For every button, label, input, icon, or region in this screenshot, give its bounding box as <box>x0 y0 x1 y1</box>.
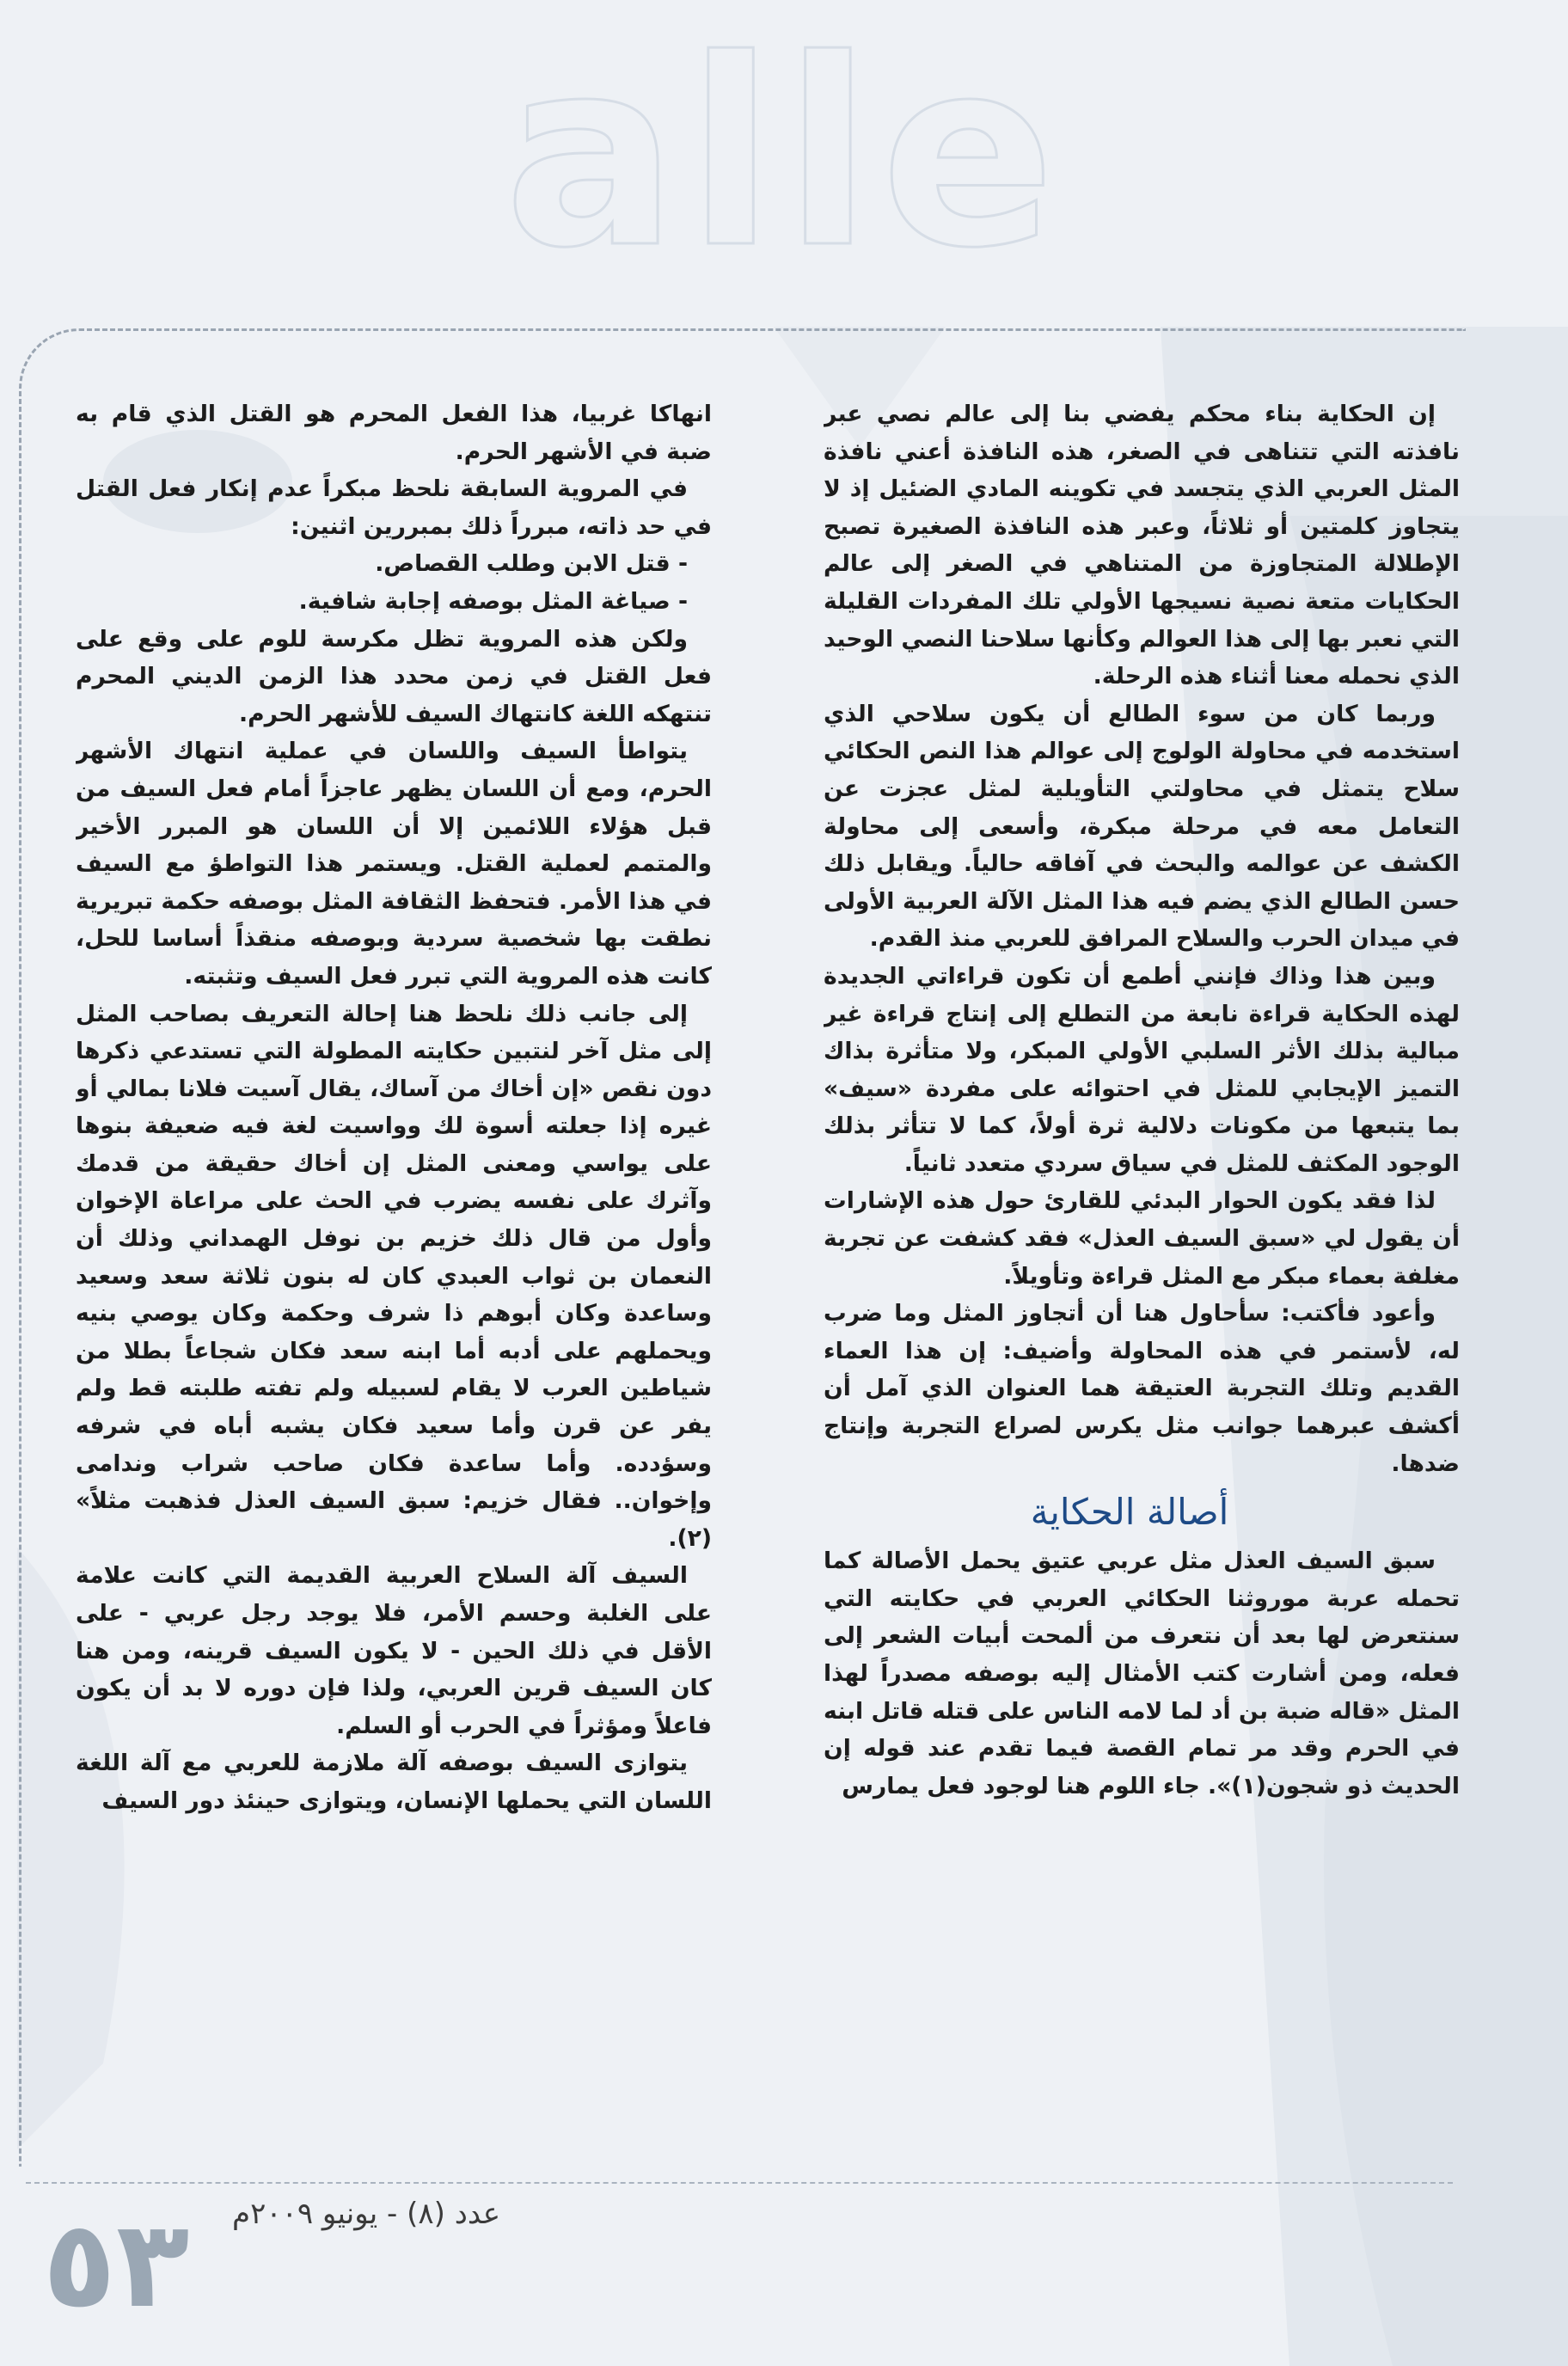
article-column-right <box>824 395 1460 2149</box>
paragraph: ولكن هذه المروية تظل مكرسة للوم على وقع على فعل القتل في زمن محدد هذا الزمن الديني المحرم تنتهكه اللغة كانتهاك السيف للأشهر الحرم. <box>76 625 712 727</box>
paragraph: يتوازى السيف بوصفه آلة ملازمة للعربي مع آلة اللغة اللسان التي يحملها الإنسان، ويتوازى حينئذ دور السيف <box>76 1750 712 1814</box>
article-column-left <box>76 395 712 2149</box>
section-heading: أصالة الحكاية <box>1030 1491 1229 1534</box>
paragraph: سبق السيف العذل مثل عربي عتيق يحمل الأصالة كما تحمله عربة موروثنا الحكائي العربي في حكايته التي سنتعرض لها بعد أن نتعرف من ألمحت أبيات الشعر إلى فعله، ومن أشارت كتب الأمثال إليه بوصفه مصدراً لهذا المثل «قاله ضبة بن أد لما لامه الناس على قتله قاتل ابنه في الحرم وقد مر تمام القصة فيما تقدم عند قوله إن الحديث ذو شجون(١)». جاء اللوم هنا لوجود فعل يمارس <box>824 1548 1460 1799</box>
paragraph: يتواطأ السيف واللسان في عملية انتهاك الأشهر الحرم، ومع أن اللسان يظهر عاجزاً أمام فعل السيف من قبل هؤلاء اللائمين إلا أن اللسان هو المبرر الأخير والمتمم لعملية القتل. ويستمر هذا التواطؤ مع السيف في هذا الأمر. فتحفظ الثقافة المثل بوصفه حكمة تبريرية نطقت بها شخصية سردية وبوصفه منقذاً أساسا للحل، كانت هذه المروية التي تبرر فعل السيف وتثبته. <box>76 738 712 990</box>
paragraph: لذا فقد يكون الحوار البدئي للقارئ حول هذه الإشارات أن يقول لي «سبق السيف العذل» فقد كشفت عن تجربة مغلفة بعماء مبكر مع المثل قراءة وتأويلاً. <box>824 1187 1460 1290</box>
issue-info: عدد (٨) - يونيو ٢٠٠٩م <box>232 2197 501 2231</box>
paragraph: إن الحكاية بناء محكم يفضي بنا إلى عالم نصي عبر نافذته التي تتناهى في الصغر، هذه النافذة أعني نافذة المثل العربي الذي يتجسد في تكوينه المادي الضئيل إذ لا يتجاوز كلمتين أو ثلاثاً، وعبر هذه النافذة الصغيرة تصبح الإطلالة المتجاوزة من المتناهي في الصغر إلى عالم الحكايات متعة نصية نسيجها الأولي تلك المفردات القليلة التي نعبر بها إلى هذا العوالم وكأنها سلاحنا النصي الوحيد الذي نحمله معنا أثناء هذه الرحلة. <box>824 401 1460 690</box>
list-item: - صياغة المثل بوصفه إجابة شافية. <box>298 587 688 615</box>
paragraph: إلى جانب ذلك نلحظ هنا إحالة التعريف بصاحب المثل إلى مثل آخر لنتبين حكايته المطولة التي تستدعي ذكرها دون نقص «إن أخاك من آساك، يقال آسيت فلانا بمالي أو غيره إذا جعلته أسوة لك وواسيت لغة فيه ضعيفة بنوها على يواسي ومعنى المثل إن أخاك حقيقة من قدمك وآثرك على نفسه يضرب في الحث على مراعاة الإخوان وأول من قال ذلك خزيم بن نوفل الهمداني وذلك أن النعمان بن ثواب العبدي كان له بنون ثلاثة سعد وسعيد وساعدة وكان أبوهم ذا شرف وحكمة وكان يوصي بنيه ويحملهم على أدبه أما ابنه سعد فكان شجاعاً بطلا من شياطين العرب لا يقام لسبيله ولم تفته طلبته قط ولم يفر عن قرن وأما سعيد فكان يشبه أباه في شرفه وسؤدده. وأما ساعدة فكان صاحب شراب وندامى وإخوان.. فقال خزيم: سبق السيف العذل فذهبت مثلاً» (٢). <box>76 1000 712 1552</box>
list-item: - قتل الابن وطلب القصاص. <box>375 550 688 578</box>
paragraph: في المروية السابقة نلحظ مبكراً عدم إنكار فعل القتل في حد ذاته، مبرراً ذلك بمبررين اثنين: <box>76 475 712 540</box>
paragraph: وأعود فأكتب: سأحاول هنا أن أتجاوز المثل وما ضرب له، لأستمر في هذه المحاولة وأضيف: إن هذا العماء القديم وتلك التجربة العتيقة هما العنوان الذي آمل أن أكشف عبرهما جوانب مثل يكرس لصراع التجربة وإنتاج ضدها. <box>824 1300 1460 1477</box>
paragraph: انهاكا غربيا، هذا الفعل المحرم هو القتل الذي قام به ضبة في الأشهر الحرم. <box>76 401 712 465</box>
paragraph: السيف آلة السلاح العربية القديمة التي كانت علامة على الغلبة وحسم الأمر، فلا يوجد رجل عربي - على الأقل في ذلك الحين - لا يكون السيف قرينه، ومن هنا كان السيف قرين العربي، ولذا فإن دوره لا بد أن يكون فاعلاً ومؤثراً في الحرب أو السلم. <box>76 1562 712 1739</box>
paragraph: وبين هذا وذاك فإنني أطمع أن تكون قراءاتي الجديدة لهذه الحكاية قراءة نابعة من التطلع إلى إنتاج قراءة غير مبالية بذلك الأثر السلبي الأولي المبكر، ولا متأثرة بذاك التميز الإيجابي للمثل في احتوائه على مفردة «سيف» بما يتبعها من مكونات دلالية ثرة أولاً، كما لا تتأثر بذلك الوجود المكثف للمثل في سياق سردي متعدد ثانياً. <box>824 962 1460 1177</box>
page-number: ٥٣ <box>42 2195 190 2335</box>
footer-divider <box>26 2182 1453 2184</box>
header-decorative-word: alle <box>504 4 1064 304</box>
paragraph: وربما كان من سوء الطالع أن يكون سلاحي الذي استخدمه في محاولة الولوج إلى عوالم هذا النص الحكائي سلاح يتمثل في محاولتي التأويلية لمثل عجزت عن التعامل معه في مرحلة مبكرة، وأسعى إلى محاولة الكشف عن عوالمه والبحث في آفاقه حالياً. ويقابل ذلك حسن الطالع الذي يضم فيه هذا المثل الآلة العربية الأولى في ميدان الحرب والسلاح المرافق للعربي منذ القدم. <box>824 700 1460 953</box>
